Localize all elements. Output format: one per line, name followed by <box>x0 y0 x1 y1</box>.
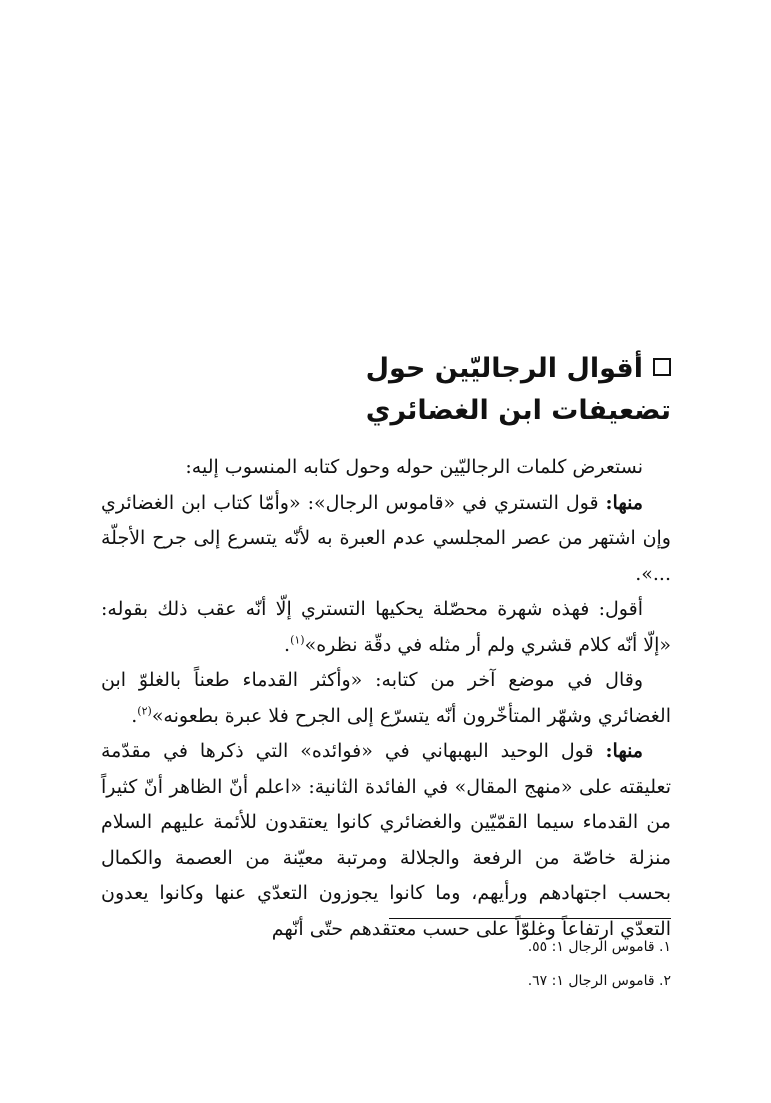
footnote-ref-1[interactable]: (١) <box>290 633 305 647</box>
footnote-ref-2[interactable]: (٢) <box>137 704 152 718</box>
footnote-divider <box>389 918 671 919</box>
paragraph-2-end: . <box>284 633 291 656</box>
paragraph-2-text: أقول: فهذه شهرة محصّلة يحكيها التستري إلّا أنّه عقب ذلك بقوله: «إلّا أنّه كلام قشري ولم أر مثله في دقّة نظره» <box>101 598 671 656</box>
intro-paragraph: نستعرض كلمات الرجاليّين حوله وحول كتابه المنسوب إليه: <box>185 456 643 478</box>
paragraph-4 <box>101 734 671 947</box>
paragraph-1-text: قول التستري في «قاموس الرجال»: «وأمّا كتاب ابن الغضائري وإن اشتهر من عصر المجلسي عدم العبرة به لأنّه يتسرع إلى جرح الأجلّة ...». <box>101 491 671 585</box>
paragraph-1-label: منها: <box>605 491 643 514</box>
paragraph-1 <box>101 486 671 593</box>
paragraph-3-text: وقال في موضع آخر من كتابه: «وأكثر القدماء طعناً بالغلوّ ابن الغضائري وشهّر المتأخّرون أنّه يتسرّع إلى الجرح فلا عبرة بطعونه» <box>101 669 671 727</box>
footnote-2: ٢. قاموس الرجال ١: ٦٧. <box>527 973 671 989</box>
paragraph-3 <box>101 663 671 734</box>
heading-line-2: تضعيفات ابن الغضائري <box>365 395 671 426</box>
paragraph-2 <box>101 592 671 663</box>
square-bullet-icon <box>653 358 671 376</box>
heading-line-1 <box>111 348 671 390</box>
paragraph-3-end: . <box>131 704 138 727</box>
paragraph-4-label: منها: <box>605 740 643 762</box>
footnotes <box>101 930 671 998</box>
section-heading <box>111 348 671 432</box>
footnote-1: ١. قاموس الرجال ١: ٥٥. <box>527 939 671 955</box>
heading-line-1-text: أقوال الرجاليّين حول <box>365 353 643 384</box>
paragraph-4-text: قول الوحيد البهبهاني في «فوائده» التي ذكرها في مقدّمة تعليقته على «منهج المقال» في الفائدة الثانية: «اعلم أنّ الظاهر أنّ كثيراً من القدماء سيما القمّيّين والغضائري كانوا يعتقدون للأئمة عليهم السلام منزلة خاصّة من الرفعة والجلالة ومرتبة معيّنة من العصمة والكمال بحسب اجتهادهم ورأيهم، وما كانوا يجوزون التعدّي عنها وكانوا يعدون التعدّي ارتفاعاً وغلوّاً على حسب معتقدهم حتّى أنّهم <box>101 740 671 940</box>
body-text <box>101 450 671 947</box>
